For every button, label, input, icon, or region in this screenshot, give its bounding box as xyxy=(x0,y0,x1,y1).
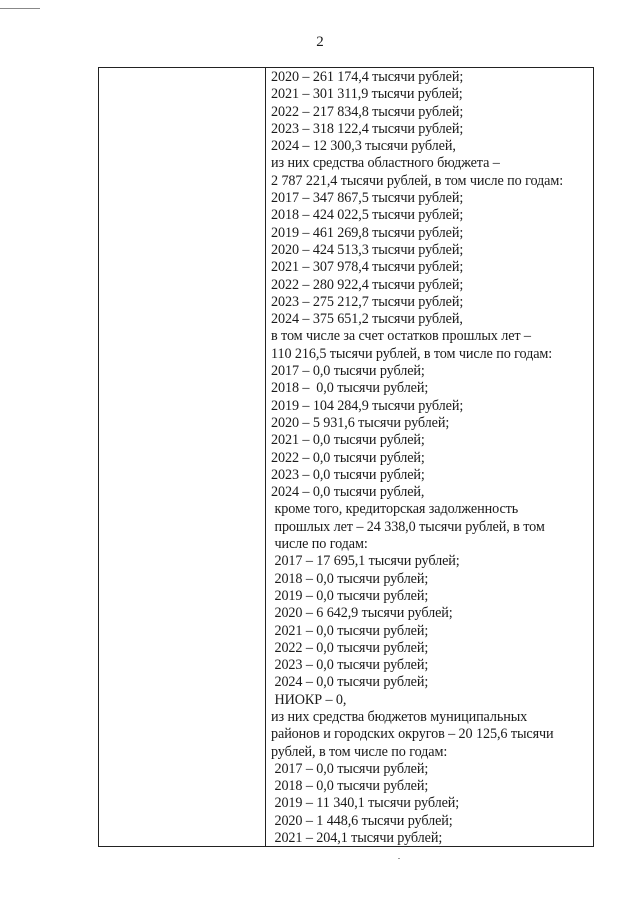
text-line: 110 216,5 тысячи рублей, в том числе по годам: xyxy=(271,345,553,362)
text-line: 2024 – 375 651,2 тысячи рублей, xyxy=(271,311,463,328)
text-line: 2020 – 5 931,6 тысячи рублей; xyxy=(271,414,450,431)
page-number: 2 xyxy=(316,34,324,50)
text-line: 2018 – 0,0 тысячи рублей; xyxy=(271,778,429,795)
scan-speck xyxy=(398,858,400,859)
text-line: 2024 – 0,0 тысячи рублей; xyxy=(271,674,429,691)
text-line: из них средства областного бюджета – xyxy=(271,155,500,172)
text-line: 2023 – 318 122,4 тысячи рублей; xyxy=(271,120,464,137)
text-line: 2023 – 0,0 тысячи рублей; xyxy=(271,466,425,483)
text-line: 2022 – 0,0 тысячи рублей; xyxy=(271,449,425,466)
column-divider xyxy=(265,68,266,846)
text-line: в том числе за счет остатков прошлых лет – xyxy=(271,328,531,345)
text-line: 2019 – 461 269,8 тысячи рублей; xyxy=(271,224,464,241)
text-line: 2018 – 0,0 тысячи рублей; xyxy=(271,570,429,587)
text-line: 2017 – 347 867,5 тысячи рублей; xyxy=(271,190,464,207)
text-line: 2022 – 0,0 тысячи рублей; xyxy=(271,639,429,656)
text-line: числе по годам: xyxy=(271,536,368,553)
text-line: 2023 – 0,0 тысячи рублей; xyxy=(271,657,429,674)
text-line: НИОКР – 0, xyxy=(271,691,347,708)
text-line: 2019 – 0,0 тысячи рублей; xyxy=(271,587,429,604)
text-line: 2021 – 301 311,9 тысячи рублей; xyxy=(271,86,463,103)
text-line: 2020 – 424 513,3 тысячи рублей; xyxy=(271,241,464,258)
text-line: из них средства бюджетов муниципальных xyxy=(271,708,528,725)
text-line: 2024 – 0,0 тысячи рублей, xyxy=(271,484,425,501)
text-line: 2020 – 6 642,9 тысячи рублей; xyxy=(271,605,453,622)
text-line: 2017 – 17 695,1 тысячи рублей; xyxy=(271,553,460,570)
text-line: 2017 – 0,0 тысячи рублей; xyxy=(271,760,429,777)
table-right-cell xyxy=(271,69,589,846)
scan-edge-mark xyxy=(0,8,40,9)
document-table xyxy=(98,67,594,847)
table-left-cell xyxy=(99,68,265,846)
text-line: 2018 – 424 022,5 тысячи рублей; xyxy=(271,207,464,224)
text-line: 2020 – 261 174,4 тысячи рублей; xyxy=(271,69,464,85)
text-line: 2019 – 11 340,1 тысячи рублей; xyxy=(271,795,460,812)
text-line: 2020 – 1 448,6 тысячи рублей; xyxy=(271,812,453,829)
text-line: 2022 – 217 834,8 тысячи рублей; xyxy=(271,103,464,120)
text-line: 2022 – 280 922,4 тысячи рублей; xyxy=(271,276,464,293)
text-line: 2019 – 104 284,9 тысячи рублей; xyxy=(271,397,464,414)
text-line: 2021 – 0,0 тысячи рублей; xyxy=(271,622,429,639)
text-line: 2023 – 275 212,7 тысячи рублей; xyxy=(271,293,464,310)
text-line: прошлых лет – 24 338,0 тысячи рублей, в том xyxy=(271,518,545,535)
text-line: 2021 – 204,1 тысячи рублей; xyxy=(271,830,443,847)
text-line: кроме того, кредиторская задолженность xyxy=(271,501,519,518)
text-line: 2021 – 0,0 тысячи рублей; xyxy=(271,432,425,449)
text-line: 2 787 221,4 тысячи рублей, в том числе по годам: xyxy=(271,172,564,189)
text-line: 2017 – 0,0 тысячи рублей; xyxy=(271,363,425,380)
text-line: 2018 – 0,0 тысячи рублей; xyxy=(271,380,429,397)
text-line: рублей, в том числе по годам: xyxy=(271,743,448,760)
text-line: 2021 – 307 978,4 тысячи рублей; xyxy=(271,259,464,276)
text-line: 2024 – 12 300,3 тысячи рублей, xyxy=(271,138,456,155)
text-line: районов и городских округов – 20 125,6 тысячи xyxy=(271,726,554,743)
